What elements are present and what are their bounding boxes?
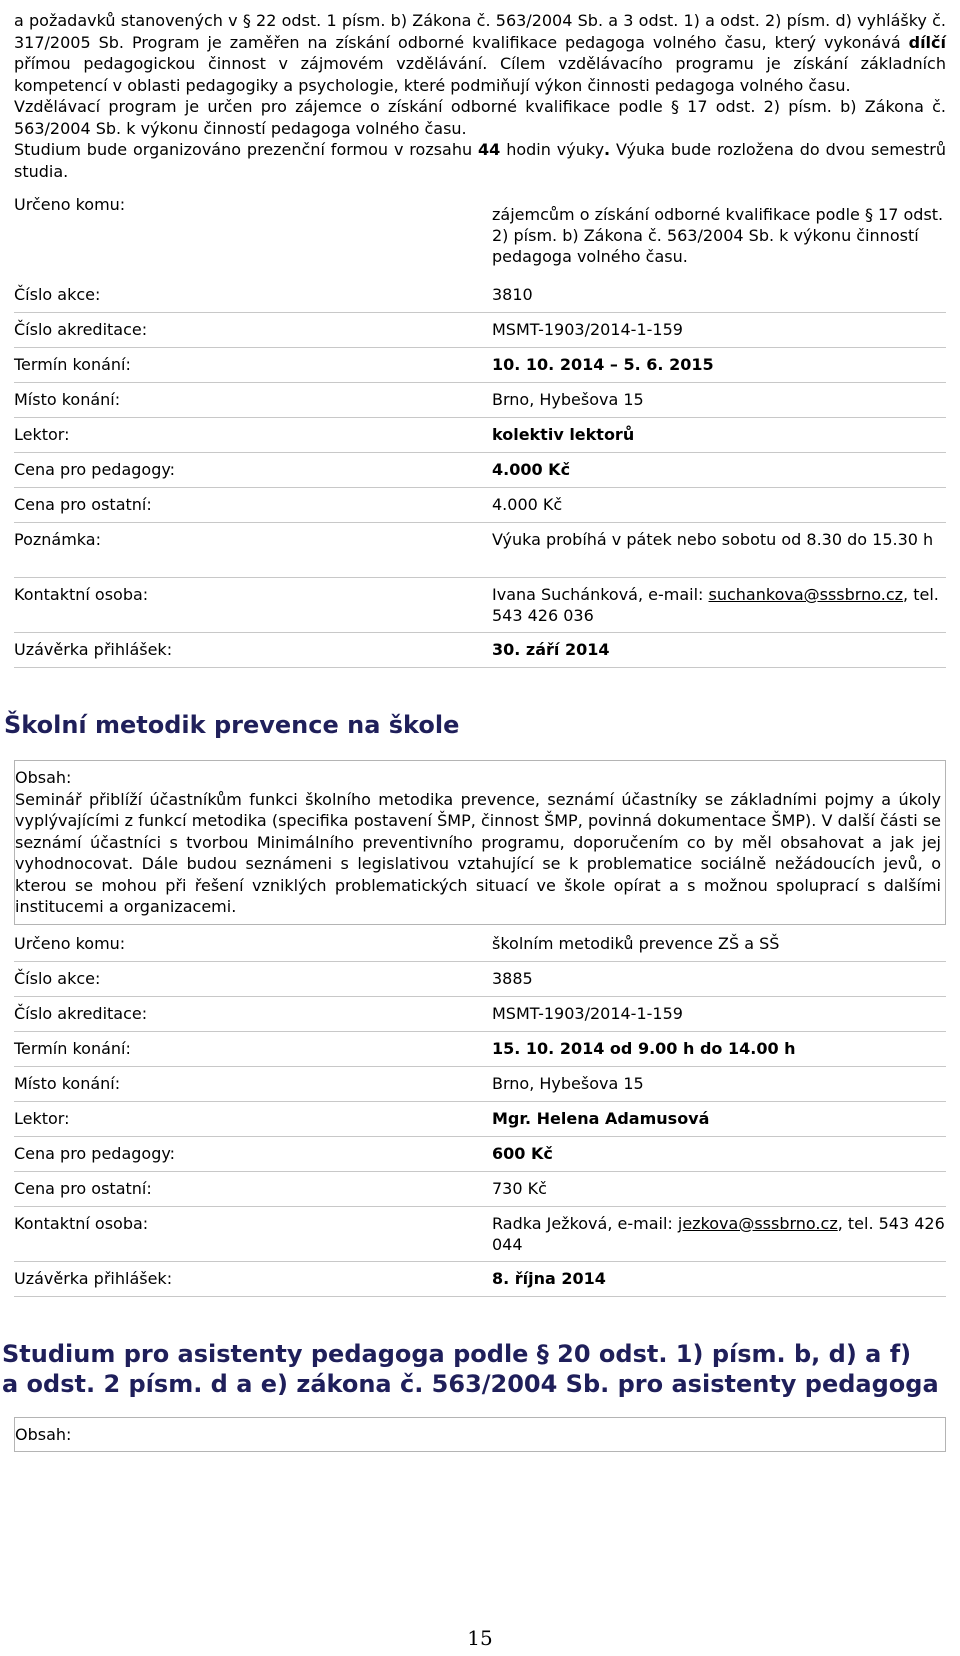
contact-email-link[interactable]: jezkova@sssbrno.cz xyxy=(677,1213,838,1233)
course1-row-action-number: Číslo akce: 3810 xyxy=(14,278,946,313)
course1-row-note: Poznámka: Výuka probíhá v pátek nebo sobotu od 8.30 do 15.30 h xyxy=(14,523,946,578)
course3-title-line2: a odst. 2 písm. d a e) zákona č. 563/2004 Sb. pro asistenty pedagoga xyxy=(2,1369,939,1398)
course1-details xyxy=(14,188,946,668)
course2-row-accreditation: Číslo akreditace: MSMT-1903/2014-1-159 xyxy=(14,997,946,1032)
page-number: 15 xyxy=(467,1626,493,1650)
document-page xyxy=(2,10,946,1452)
course1-row-accreditation: Číslo akreditace: MSMT-1903/2014-1-159 xyxy=(14,313,946,348)
course2-row-price-others: Cena pro ostatní: 730 Kč xyxy=(14,1172,946,1207)
course1-row-target: Určeno komu: zájemcům o získání odborné kvalifikace podle § 17 odst. 2) písm. b) Zákona č. 563/2004 Sb. k výkonu činností pedagoga volného času. xyxy=(14,195,944,266)
course2-row-contact: Kontaktní osoba: Radka Ježková, e-mail: jezkova@sssbrno.cz, tel. 543 426 044 xyxy=(14,1207,946,1262)
course1-row-location: Místo konání: Brno, Hybešova 15 xyxy=(14,383,946,418)
course1-row-price-teachers: Cena pro pedagogy: 4.000 Kč xyxy=(14,453,946,488)
course2-content-text: Seminář přiblíží účastníkům funkci školního metodika prevence, seznámí účastníky se základními pojmy a úkoly vyplývajícími z funkcí metodika (specifika postavení ŠMP, činnost ŠMP, povinná dokumentace ŠMP). V další části se seznámí účastníci s tvorbou Minimálního preventivního programu, doporučením co by měl obsahovat a jak jej vyhodnocovat. Dále budou seznámeni s legislativou vztahující se k problematice sociálně nežádoucích jevů, o kterou se mohou při řešení vzniklých problematických situací ve škole opírat a s možnou spoluprací s dalšími institucemi a organizacemi. xyxy=(15,789,941,916)
course2-content-box xyxy=(14,760,946,925)
course3-title xyxy=(2,1339,946,1399)
course2-row-deadline: Uzávěrka přihlášek: 8. října 2014 xyxy=(14,1262,946,1297)
course2-row-target: Určeno komu: školním metodiků prevence ZŠ a SŠ xyxy=(14,927,946,962)
intro-paragraph-2: Vzdělávací program je určen pro zájemce o získání odborné kvalifikace podle § 17 odst. 2) písm. b) Zákona č. 563/2004 Sb. k výkonu činností pedagoga volného času. xyxy=(14,97,946,138)
intro-paragraph-3: Studium bude organizováno prezenční formou v rozsahu 44 hodin výuky. Výuka bude rozložena do dvou semestrů studia. xyxy=(14,140,946,181)
course1-row-deadline: Uzávěrka přihlášek: 30. září 2014 xyxy=(14,633,946,668)
course1-row-contact: Kontaktní osoba: Ivana Suchánková, e-mail: suchankova@sssbrno.cz, tel. 543 426 036 xyxy=(14,578,946,633)
course2-content-label: Obsah: xyxy=(15,768,72,787)
course2-details xyxy=(14,927,946,1297)
intro-text xyxy=(14,10,946,182)
course3-content-label: Obsah: xyxy=(15,1424,72,1444)
course2-title: Školní metodik prevence na škole xyxy=(4,711,460,739)
intro-paragraph-1: a požadavků stanovených v § 22 odst. 1 písm. b) Zákona č. 563/2004 Sb. a 3 odst. 1) a odst. 2) písm. d) vyhlášky č. 317/2005 Sb. Program je zaměřen na získání odborné kvalifikace pedagoga volného času, který vykonává dílčí přímou pedagogickou činnost v zájmovém vzdělávání. Cílem vzdělávacího programu je získání základních kompetencí v oblasti pedagogiky a psychologie, které podmiňují výkon činnosti pedagoga volného času. xyxy=(14,11,946,95)
course2-row-location: Místo konání: Brno, Hybešova 15 xyxy=(14,1067,946,1102)
course3-content-box xyxy=(14,1417,946,1453)
course1-row-date: Termín konání: 10. 10. 2014 – 5. 6. 2015 xyxy=(14,348,946,383)
course2-row-lecturer: Lektor: Mgr. Helena Adamusová xyxy=(14,1102,946,1137)
contact-email-link[interactable]: suchankova@sssbrno.cz xyxy=(708,585,904,604)
course2-row-action-number: Číslo akce: 3885 xyxy=(14,962,946,997)
course2-row-price-teachers: Cena pro pedagogy: 600 Kč xyxy=(14,1137,946,1172)
course1-row-price-others: Cena pro ostatní: 4.000 Kč xyxy=(14,488,946,523)
course2-row-date: Termín konání: 15. 10. 2014 od 9.00 h do 14.00 h xyxy=(14,1032,946,1067)
course1-row-lecturer: Lektor: kolektiv lektorů xyxy=(14,418,946,453)
course3-title-line1: Studium pro asistenty pedagoga podle § 20 odst. 1) písm. b, d) a f) xyxy=(2,1339,912,1368)
